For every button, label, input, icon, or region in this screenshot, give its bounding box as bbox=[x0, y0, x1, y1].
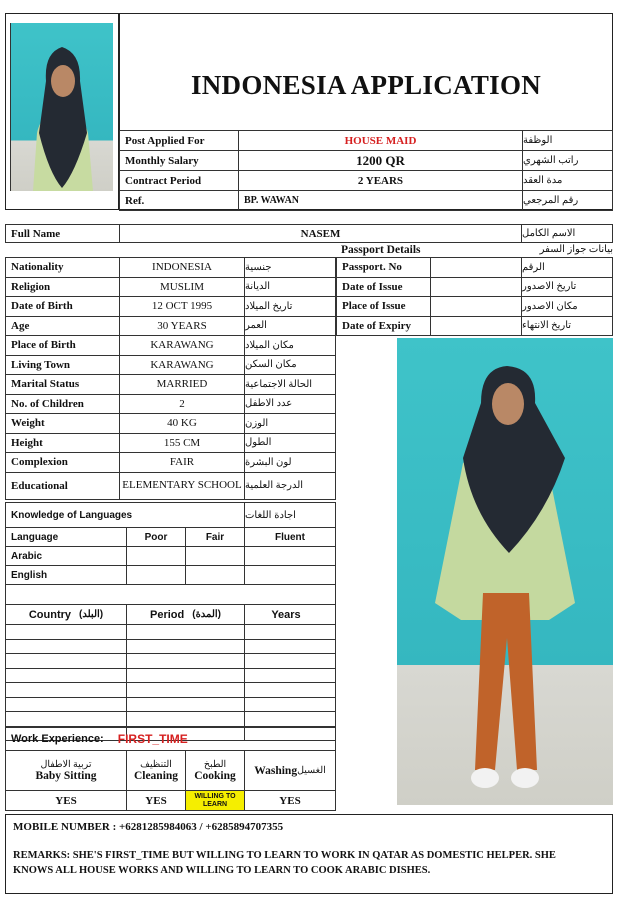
mobile-number: MOBILE NUMBER : +6281285984063 / +6285894707355 bbox=[13, 821, 284, 833]
employment-header bbox=[244, 604, 336, 625]
personal-arabic: لون البشرة bbox=[244, 452, 336, 473]
employment-cell bbox=[126, 697, 245, 713]
personal-label: Weight bbox=[5, 413, 120, 434]
passport-title: Passport Details bbox=[341, 244, 421, 256]
employment-header-en: Years bbox=[271, 608, 301, 621]
passport-arabic: الرقم bbox=[521, 257, 613, 278]
skill-name-en: Cleaning bbox=[133, 770, 179, 782]
skill-name-en: Washing bbox=[254, 764, 298, 777]
header-arabic: الوظفة bbox=[522, 130, 613, 151]
personal-arabic: مكان السكن bbox=[244, 355, 336, 376]
personal-label: Date of Birth bbox=[5, 296, 120, 317]
skill-header bbox=[126, 750, 186, 791]
passport-label: Passport. No bbox=[336, 257, 431, 278]
work-experience-row bbox=[5, 727, 336, 751]
personal-arabic: تاريخ الميلاد bbox=[244, 296, 336, 317]
employment-header-en: Country bbox=[28, 608, 72, 621]
skill-name-ar: التنظيف bbox=[140, 760, 172, 770]
page-title: INDONESIA APPLICATION bbox=[190, 70, 542, 100]
employment-cell bbox=[126, 639, 245, 655]
skill-name-en: Baby Sitting bbox=[35, 770, 97, 782]
employment-cell bbox=[244, 711, 336, 727]
employment-cell bbox=[5, 711, 127, 727]
personal-value: KARAWANG bbox=[119, 335, 245, 356]
header-value: BP. WAWAN bbox=[238, 190, 523, 211]
skill-header bbox=[244, 750, 336, 791]
language-level bbox=[244, 565, 336, 585]
employment-cell bbox=[5, 639, 127, 655]
full-name-arabic: الاسم الكامل bbox=[521, 224, 613, 243]
employment-cell bbox=[5, 682, 127, 698]
skill-value: WILLING TO LEARN bbox=[185, 790, 245, 811]
language-name: Arabic bbox=[5, 546, 127, 566]
personal-label: No. of Children bbox=[5, 394, 120, 415]
header-label: Contract Period bbox=[119, 170, 239, 191]
employment-cell bbox=[126, 711, 245, 727]
employment-cell bbox=[244, 653, 336, 669]
skill-name-ar: الغسيل bbox=[297, 766, 326, 776]
personal-arabic: العمر bbox=[244, 316, 336, 337]
personal-label: Living Town bbox=[5, 355, 120, 376]
employment-cell bbox=[126, 682, 245, 698]
work-experience-value: FIRST_TIME bbox=[117, 732, 188, 746]
employment-header bbox=[5, 604, 127, 625]
skill-name-ar: تربية الاطفال bbox=[40, 760, 92, 770]
employment-cell bbox=[5, 697, 127, 713]
personal-arabic: جنسية bbox=[244, 257, 336, 278]
passport-value bbox=[430, 316, 522, 337]
header-arabic: رقم المرجعي bbox=[522, 190, 613, 211]
work-experience-label: Work Experience: bbox=[11, 733, 104, 745]
employment-header bbox=[126, 604, 245, 625]
passport-value bbox=[430, 296, 522, 317]
personal-label: Religion bbox=[5, 277, 120, 298]
language-name: English bbox=[5, 565, 127, 585]
personal-label: Place of Birth bbox=[5, 335, 120, 356]
header-label: Monthly Salary bbox=[119, 150, 239, 171]
personal-arabic: الوزن bbox=[244, 413, 336, 434]
passport-label: Date of Expiry bbox=[336, 316, 431, 337]
personal-value: KARAWANG bbox=[119, 355, 245, 376]
employment-cell bbox=[244, 697, 336, 713]
personal-value: 40 KG bbox=[119, 413, 245, 434]
skill-name-en: Cooking bbox=[194, 770, 236, 782]
passport-arabic: تاريخ الانتهاء bbox=[521, 316, 613, 337]
header-value: 2 YEARS bbox=[238, 170, 523, 191]
personal-label: Nationality bbox=[5, 257, 120, 278]
skill-value: YES bbox=[5, 790, 127, 811]
personal-arabic: مكان الميلاد bbox=[244, 335, 336, 356]
passport-label: Date of Issue bbox=[336, 277, 431, 298]
personal-arabic: الديانة bbox=[244, 277, 336, 298]
language-level bbox=[185, 546, 245, 566]
personal-value: INDONESIA bbox=[119, 257, 245, 278]
passport-title-arabic: بيانات جواز السفر bbox=[539, 244, 613, 255]
header-arabic: مدة العقد bbox=[522, 170, 613, 191]
employment-cell bbox=[244, 639, 336, 655]
header-arabic: راتب الشهري bbox=[522, 150, 613, 171]
passport-value bbox=[430, 277, 522, 298]
skill-value: YES bbox=[126, 790, 186, 811]
languages-title: Knowledge of Languages bbox=[5, 502, 245, 528]
personal-arabic: الحالة الاجتماعية bbox=[244, 374, 336, 395]
skill-header bbox=[185, 750, 245, 791]
language-level bbox=[126, 546, 186, 566]
personal-arabic: الدرجة العلمية bbox=[244, 472, 336, 500]
employment-header-ar: (البلد) bbox=[79, 609, 104, 620]
languages-title-arabic: اجادة اللغات bbox=[244, 502, 336, 528]
employment-spacer bbox=[5, 584, 336, 605]
employment-cell bbox=[126, 624, 245, 640]
employment-header-en: Period bbox=[149, 608, 185, 621]
personal-label: Marital Status bbox=[5, 374, 120, 395]
passport-label: Place of Issue bbox=[336, 296, 431, 317]
language-header: Fair bbox=[185, 527, 245, 547]
personal-label: Complexion bbox=[5, 452, 120, 473]
personal-label: Educational bbox=[5, 472, 120, 500]
skill-name-ar: الطبخ bbox=[203, 760, 227, 770]
employment-cell bbox=[244, 682, 336, 698]
personal-value: 12 OCT 1995 bbox=[119, 296, 245, 317]
passport-arabic: مكان الاصدور bbox=[521, 296, 613, 317]
language-level bbox=[244, 546, 336, 566]
full-name-value: NASEM bbox=[119, 224, 522, 243]
employment-cell bbox=[5, 668, 127, 684]
personal-value: 2 bbox=[119, 394, 245, 415]
language-header: Fluent bbox=[244, 527, 336, 547]
personal-label: Height bbox=[5, 433, 120, 454]
language-level bbox=[185, 565, 245, 585]
language-level bbox=[126, 565, 186, 585]
personal-label: Age bbox=[5, 316, 120, 337]
personal-value: MUSLIM bbox=[119, 277, 245, 298]
employment-cell bbox=[126, 668, 245, 684]
employment-cell bbox=[126, 653, 245, 669]
language-header: Poor bbox=[126, 527, 186, 547]
passport-value bbox=[430, 257, 522, 278]
header-value: 1200 QR bbox=[238, 150, 523, 171]
employment-cell bbox=[244, 624, 336, 640]
full-body-photo bbox=[397, 338, 613, 805]
language-header: Language bbox=[5, 527, 127, 547]
employment-header-ar: (المدة) bbox=[192, 609, 222, 620]
employment-cell bbox=[5, 624, 127, 640]
skill-value: YES bbox=[244, 790, 336, 811]
personal-arabic: عدد الاطفل bbox=[244, 394, 336, 415]
header-label: Post Applied For bbox=[119, 130, 239, 151]
personal-value: 30 YEARS bbox=[119, 316, 245, 337]
remarks: REMARKS: SHE'S FIRST_TIME BUT WILLING TO LEARN TO WORK IN QATAR AS DOMESTIC HELPER. SHE KNOWS ALL HOUSE WORKS AND WILLING TO LEARN TO COOK ARABIC DISHES. bbox=[13, 850, 556, 876]
personal-value: ELEMENTARY SCHOOL bbox=[119, 472, 245, 500]
personal-value: FAIR bbox=[119, 452, 245, 473]
header-value: HOUSE MAID bbox=[238, 130, 523, 151]
employment-cell bbox=[244, 668, 336, 684]
personal-arabic: الطول bbox=[244, 433, 336, 454]
personal-value: MARRIED bbox=[119, 374, 245, 395]
personal-value: 155 CM bbox=[119, 433, 245, 454]
employment-cell bbox=[5, 653, 127, 669]
skill-header bbox=[5, 750, 127, 791]
header-label: Ref. bbox=[119, 190, 239, 211]
passport-arabic: تاريخ الاصدور bbox=[521, 277, 613, 298]
full-name-label: Full Name bbox=[5, 224, 120, 243]
portrait-photo bbox=[10, 23, 113, 191]
